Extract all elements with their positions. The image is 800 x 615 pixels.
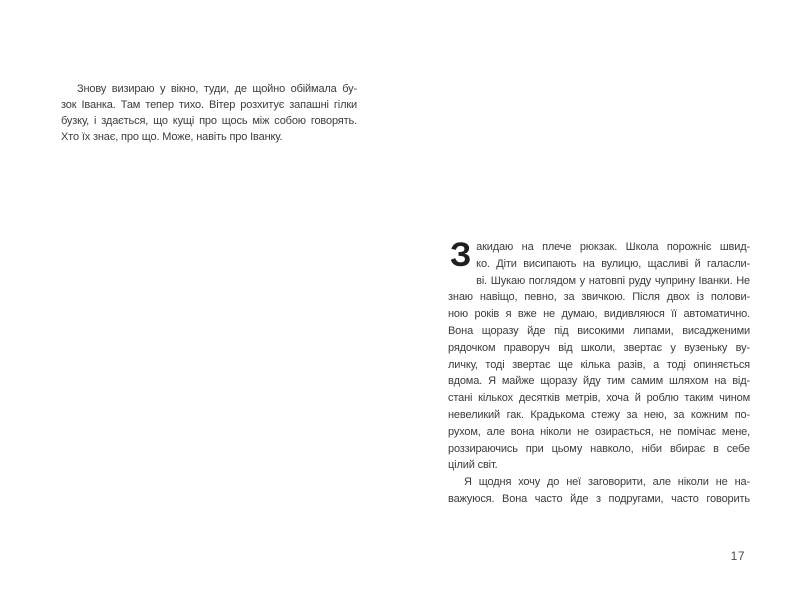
text-line: Знову визираю у вікно, туди, де щойно обіймала бу- [77, 83, 357, 95]
page-number: 17 [730, 549, 745, 563]
right-page-text-block [448, 236, 750, 508]
text-line: Хто їх знає, про що. Може, навіть про Іванку. [61, 131, 283, 143]
drop-cap-letter: З [450, 236, 472, 274]
text-line: зок Іванка. Там тепер тихо. Вітер розхитує запашні гілки [61, 99, 357, 111]
text-line: ко. Діти висипають на вулицю, щасливі й галасли- [476, 257, 750, 270]
text-line: ві. Шукаю поглядом у натовпі руду чуприну Іванки. Не [476, 274, 750, 287]
text-line: рядочком праворуч від школи, звертає у вузеньку ву- [448, 341, 750, 354]
right-page [400, 0, 800, 615]
text-line: Я щодня хочу до неї заговорити, але ніколи не на- [464, 476, 750, 489]
second-paragraph [448, 474, 750, 508]
left-page-paragraph [61, 81, 357, 145]
text-line: Вона щоразу йде під високими липами, висадженими [448, 324, 750, 337]
text-line: цілий світ. [448, 459, 498, 472]
opening-paragraph [448, 236, 750, 474]
text-line: важуюся. Вона часто йде з подругами, часто говорить [448, 492, 750, 505]
text-line: рухом, але вона ніколи не озирається, не помічає мене, [448, 425, 750, 438]
text-line: ною років я вже не думаю, видивляюся її автоматично. [448, 308, 750, 321]
text-line: акидаю на плече рюкзак. Школа порожніє швид- [476, 241, 750, 253]
text-line: личку, тоді звертає ще кілька разів, а тоді опиняється [448, 358, 750, 371]
text-line: невеликий гак. Крадькома стежу за нею, за кожним по- [448, 408, 750, 421]
text-line: знаю навіщо, певно, за звичкою. Після двох із полови- [448, 291, 750, 304]
text-line: вдома. Я майже щоразу йду тим самим шляхом на від- [448, 375, 750, 388]
text-line: роззираючись при цьому навколо, ніби вбирає в себе [448, 442, 750, 455]
text-line: стані кількох десятків метрів, хоча й роблю таким чином [448, 392, 750, 405]
text-line: бузку, і здається, що кущі про щось між собою говорять. [61, 115, 357, 127]
